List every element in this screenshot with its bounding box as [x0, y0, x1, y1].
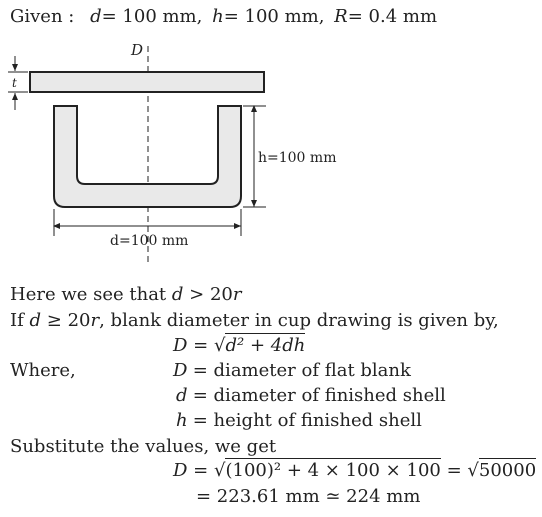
calc-radicand-2: 50000	[478, 460, 537, 481]
calc-eq2: =	[446, 460, 462, 481]
flat-blank	[30, 72, 264, 92]
rule-prefix: If	[10, 310, 24, 331]
given-d-value: = 100 mm,	[101, 6, 203, 27]
given-label: Given :	[10, 6, 75, 27]
where-label: Where,	[10, 360, 76, 381]
thickness-label: t	[12, 76, 17, 90]
diameter-label: d=100 mm	[110, 233, 189, 249]
blank-diameter-label: D	[131, 41, 144, 59]
sqrt-icon: √	[214, 460, 226, 481]
sqrt-icon: √	[467, 460, 479, 481]
definition-symbol: D	[173, 360, 188, 381]
given-d-symbol: d	[90, 6, 102, 27]
definition-symbol: h	[176, 410, 188, 431]
definition-text: = diameter of flat blank	[192, 360, 411, 381]
rule-r: r	[90, 310, 100, 331]
definition-row	[176, 385, 446, 406]
formula-radicand: d² + 4dh	[225, 335, 306, 356]
condition-prefix: Here we see that	[10, 284, 167, 305]
height-label: h=100 mm	[258, 150, 337, 166]
condition-d: d	[171, 284, 184, 305]
formula-lhs: D	[173, 335, 188, 356]
definition-text: = height of finished shell	[192, 410, 422, 431]
condition-gt: > 20	[189, 284, 233, 305]
calc-eq: =	[193, 460, 209, 481]
condition-line	[10, 284, 242, 305]
rule-d: d	[29, 310, 42, 331]
substitute-line: Substitute the values, we get	[10, 436, 277, 457]
calculation-line	[173, 460, 536, 481]
calc-lhs: D	[173, 460, 188, 481]
rule-line	[10, 310, 499, 331]
definition-row	[176, 410, 422, 431]
sqrt-icon: √	[214, 335, 226, 356]
condition-r: r	[232, 284, 242, 305]
given-h-symbol: h	[212, 6, 224, 27]
rule-rest: , blank diameter in cup drawing is given by,	[99, 310, 499, 331]
cup-drawing-figure	[0, 36, 542, 270]
given-r-value: = 0.4 mm	[347, 6, 438, 27]
given-r-symbol: R	[334, 6, 348, 27]
given-line	[10, 6, 437, 27]
result-line: = 223.61 mm ≃ 224 mm	[196, 486, 421, 507]
given-h-value: = 100 mm,	[223, 6, 325, 27]
definition-text: = diameter of finished shell	[192, 385, 446, 406]
calc-radicand: (100)² + 4 × 100 × 100	[225, 460, 441, 481]
formula-eq: =	[193, 335, 209, 356]
definition-symbol: d	[176, 385, 188, 406]
rule-ge: ≥ 20	[46, 310, 91, 331]
definition-row	[173, 360, 411, 381]
blank-formula	[173, 335, 305, 356]
